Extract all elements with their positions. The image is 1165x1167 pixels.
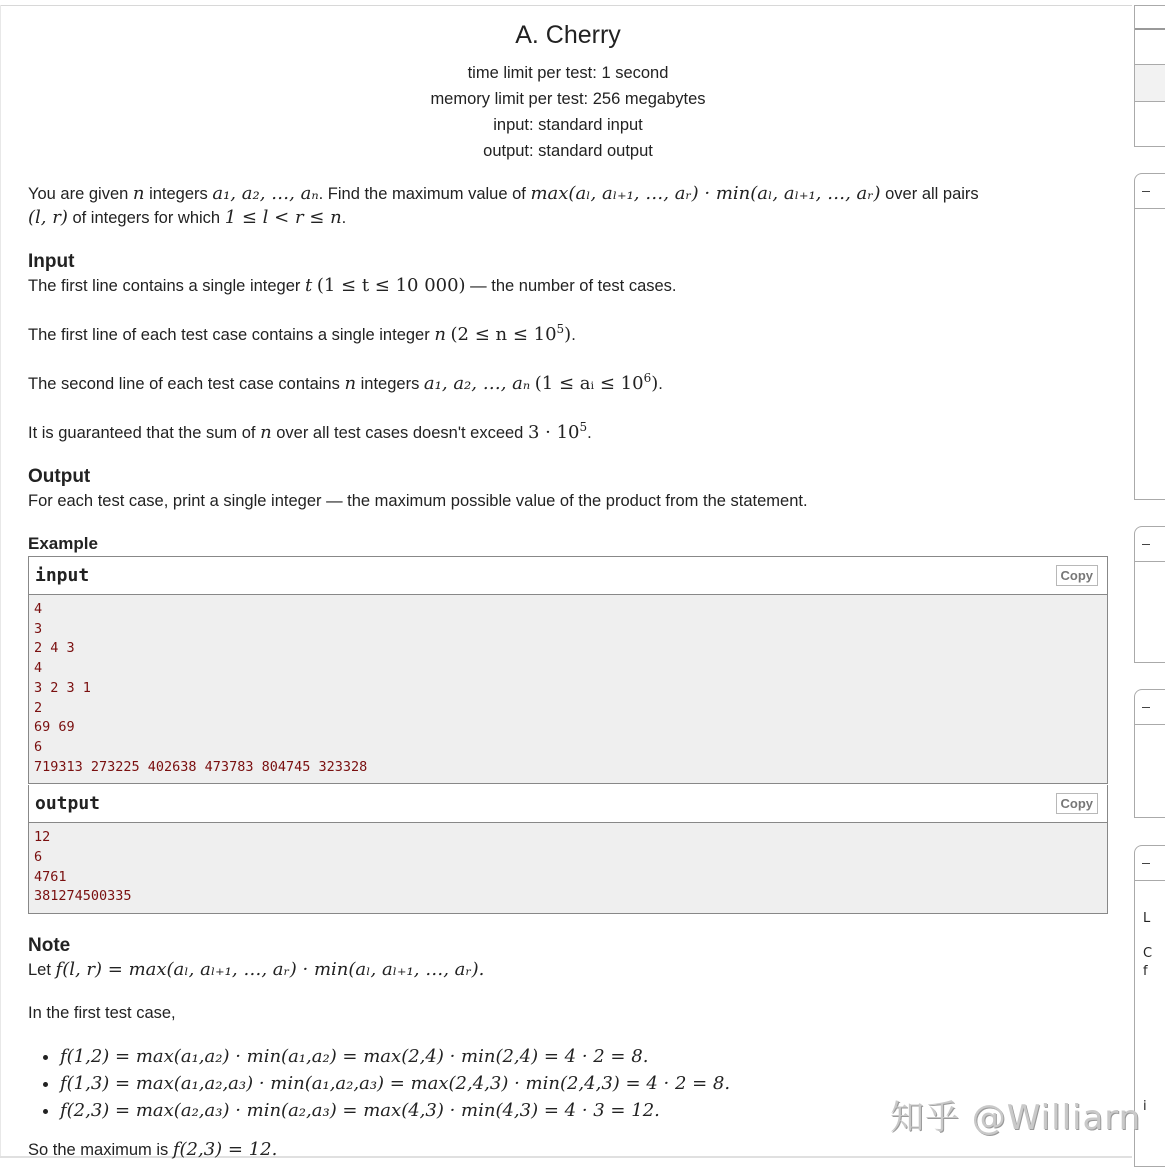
math-t: t [304, 275, 313, 296]
math-a-range [535, 373, 658, 394]
math-n: n [344, 373, 357, 394]
text: over all test cases doesn't exceed [271, 424, 528, 442]
note-bullet: • f(1,2) = max(a₁,a₂) · min(a₁,a₂) = max(2,4) · min(2,4) = 4 · 2 = 8. [60, 1043, 1108, 1070]
sidebar-row-highlight[interactable] [1135, 64, 1165, 102]
output-file: output: standard output [483, 142, 653, 160]
sample-output-header [29, 785, 1107, 823]
problem-title: A. Cherry [515, 21, 621, 49]
right-sidebar [1134, 0, 1153, 1158]
math-conclusion: f(2,3) = 12. [172, 1139, 278, 1161]
text: ) [564, 324, 572, 345]
math-sum-bound [528, 422, 587, 443]
legend-text: . Find the maximum value of [318, 185, 531, 203]
sample-output-label: output [35, 793, 101, 815]
copy-input-button[interactable]: Copy [1056, 565, 1099, 586]
watermark: 知乎 @Williarn [890, 1098, 1142, 1138]
input-section-title: Input [28, 251, 75, 272]
sidebar-box-2[interactable] [1134, 173, 1165, 500]
problem-statement [28, 0, 1108, 1162]
note-bullet: • f(2,3) = max(a₂,a₃) · min(a₂,a₃) = max(4,3) · min(4,3) = 4 · 3 = 12. [60, 1097, 1108, 1124]
note-section-title: Note [28, 935, 71, 957]
math-pair: (l, r) [28, 207, 68, 228]
note-conclusion [28, 1138, 1108, 1162]
math-sequence: a₁, a₂, …, aₙ [212, 183, 319, 204]
text: It is guaranteed that the sum of [28, 424, 261, 442]
math-f-definition: f(l, r) = max(aₗ, aₗ₊₁, …, aᵣ) · min(aₗ, aₗ₊₁, …, aᵣ). [55, 959, 485, 981]
legend-text: over all pairs [880, 185, 979, 203]
output-description: For each test case, print a single integer — the maximum possible value of the product from the statement. [28, 492, 808, 510]
input-line-2 [28, 317, 1108, 347]
text: The first line of each test case contains a single integer [28, 326, 435, 344]
example-title: Example [28, 534, 98, 553]
divider [1135, 561, 1165, 562]
sidebar-box-4[interactable] [1134, 689, 1165, 818]
math-expression: max(aₗ, aₗ₊₁, …, aᵣ) · min(aₗ, aₗ₊₁, …, aᵣ) [530, 183, 881, 204]
input-file: input: standard input [493, 116, 643, 134]
text: (1 ≤ aᵢ ≤ 10 [534, 373, 644, 394]
copy-output-button[interactable]: Copy [1056, 793, 1099, 814]
note-bullet: • f(1,3) = max(a₁,a₂,a₃) · min(a₁,a₂,a₃) = max(2,4,3) · min(2,4,3) = 4 · 2 = 8. [60, 1070, 1108, 1097]
collapse-icon[interactable] [1142, 863, 1150, 864]
sidebar-text: f [1143, 964, 1148, 979]
legend-text: of integers for which [67, 209, 225, 227]
sidebar-box-1[interactable] [1134, 5, 1165, 147]
collapse-icon[interactable] [1142, 707, 1150, 708]
text: . [571, 326, 576, 344]
math-n: n [434, 324, 446, 345]
text: ) [651, 373, 659, 394]
time-limit: time limit per test: 1 second [467, 64, 669, 82]
sample-input [28, 556, 1108, 784]
math-n: n [132, 183, 145, 204]
math-condition: 1 ≤ l < r ≤ n [224, 207, 342, 228]
sidebar-text: C [1143, 946, 1153, 961]
text: . [658, 375, 663, 393]
divider [1135, 28, 1165, 30]
sample-output-content[interactable]: 12 6 4761 381274500335 [29, 823, 1107, 913]
input-line-4 [28, 415, 1108, 445]
text: integers [356, 375, 424, 393]
text: Let [28, 961, 56, 980]
math-t-range: (1 ≤ t ≤ 10 000) [316, 275, 466, 296]
problem-header [28, 20, 1108, 164]
exponent: 6 [643, 371, 652, 385]
divider [1135, 880, 1165, 881]
text: So the maximum is [28, 1141, 173, 1160]
divider [1135, 208, 1165, 209]
divider [1135, 724, 1165, 725]
input-line-1 [28, 274, 1108, 298]
text: — the number of test cases. [465, 277, 677, 295]
text: The first line contains a single integer [28, 277, 305, 295]
problem-legend [28, 182, 1108, 230]
text: 3 · 10 [527, 422, 580, 443]
sample-input-header [29, 557, 1107, 595]
math-n: n [260, 422, 272, 443]
sidebar-text: i [1143, 1099, 1147, 1114]
sample-input-content[interactable]: 4 3 2 4 3 4 3 2 3 1 2 69 69 6 719313 273225 402638 473783 804745 323328 [29, 595, 1107, 783]
input-line-3 [28, 366, 1108, 396]
text: . [587, 424, 592, 442]
collapse-icon[interactable] [1142, 544, 1150, 545]
text: The second line of each test case contains [28, 375, 345, 393]
exponent: 5 [579, 420, 588, 434]
math-sequence: a₁, a₂, …, aₙ [423, 373, 531, 394]
note-first-case: In the first test case, [28, 1004, 176, 1023]
output-section-title: Output [28, 466, 91, 487]
sample-output [28, 785, 1108, 914]
left-border [0, 5, 1, 1157]
text: (2 ≤ n ≤ 10 [450, 324, 557, 345]
sidebar-text: L [1143, 911, 1151, 926]
sample-input-label: input [35, 565, 90, 586]
legend-text: . [341, 209, 347, 227]
legend-text: You are given [28, 185, 133, 203]
memory-limit: memory limit per test: 256 megabytes [430, 90, 706, 108]
sidebar-box-3[interactable] [1134, 526, 1165, 663]
legend-text: integers [144, 185, 213, 203]
math-n-range [451, 324, 572, 345]
collapse-icon[interactable] [1142, 191, 1150, 192]
note-definition [28, 958, 1108, 982]
exponent: 5 [556, 322, 565, 336]
